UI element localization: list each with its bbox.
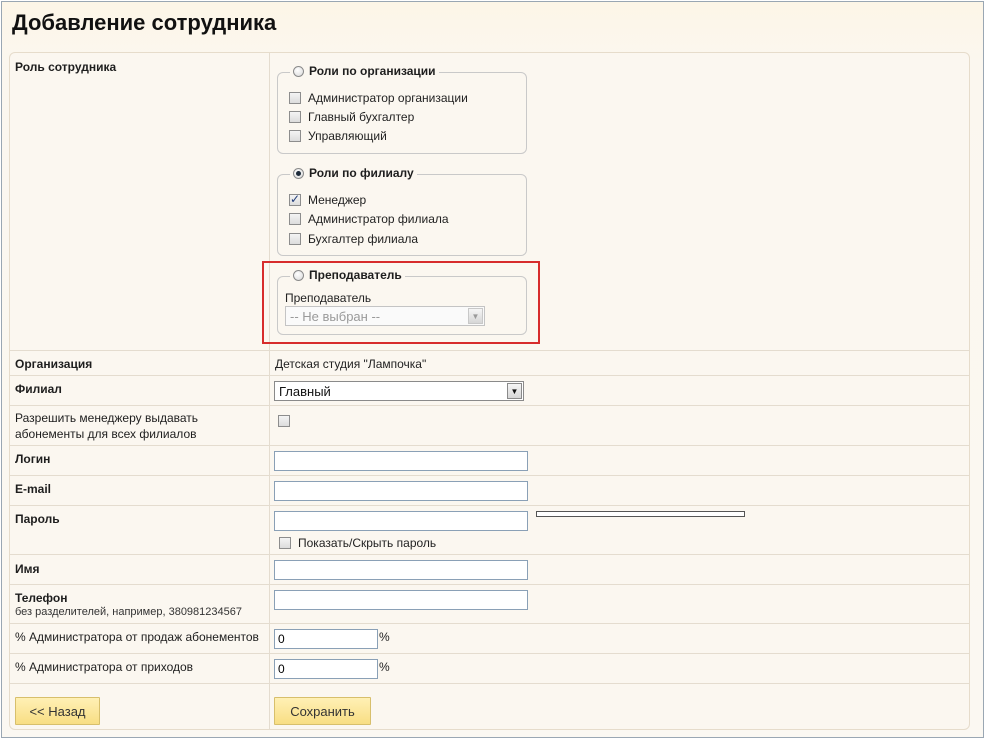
save-button[interactable]: Сохранить [274, 697, 371, 725]
row-divider [10, 505, 969, 506]
email-label: E-mail [15, 482, 52, 496]
role-checkbox-chief-accountant[interactable] [289, 110, 414, 124]
password-label: Пароль [15, 512, 60, 526]
checkbox-label: Бухгалтер филиала [308, 232, 419, 246]
row-divider [10, 375, 969, 376]
row-divider [10, 683, 969, 684]
role-checkbox-manager[interactable] [289, 193, 366, 207]
row-divider [10, 350, 969, 351]
allow-manager-label-line2: абонементы для всех филиалов [15, 427, 197, 441]
checkbox[interactable] [289, 213, 301, 225]
checkbox[interactable] [289, 130, 301, 142]
chevron-down-icon: ▼ [468, 308, 483, 324]
login-input[interactable] [274, 451, 528, 471]
row-divider [10, 445, 969, 446]
role-checkbox-org-admin[interactable] [289, 91, 468, 105]
branch-label: Филиал [15, 382, 62, 396]
show-password-label: Показать/Скрыть пароль [298, 536, 437, 550]
email-input[interactable] [274, 481, 528, 501]
checkbox[interactable] [289, 194, 301, 206]
row-divider [10, 475, 969, 476]
checkbox-label: Администратор организации [308, 91, 468, 105]
org-roles-group [277, 64, 527, 154]
org-roles-radio[interactable] [293, 66, 304, 77]
checkbox-label: Менеджер [308, 193, 367, 207]
role-checkbox-branch-accountant[interactable] [289, 232, 418, 246]
checkbox-label: Администратор филиала [308, 212, 449, 226]
role-checkbox-branch-admin[interactable] [289, 212, 449, 226]
role-label: Роль сотрудника [15, 60, 117, 74]
phone-input[interactable] [274, 590, 528, 610]
checkbox[interactable] [289, 111, 301, 123]
row-divider [10, 554, 969, 555]
name-input[interactable] [274, 560, 528, 580]
row-divider [10, 584, 969, 585]
admin-income-pct-label: % Администратора от приходов [15, 660, 194, 674]
teacher-select-value: -- Не выбран -- [290, 308, 381, 324]
teacher-select-label: Преподаватель [285, 291, 372, 305]
role-checkbox-manager-org[interactable] [289, 129, 387, 143]
row-divider [10, 405, 969, 406]
admin-income-pct-input[interactable] [274, 659, 378, 679]
allow-manager-checkbox[interactable] [278, 415, 290, 427]
checkbox[interactable] [289, 92, 301, 104]
row-divider [10, 653, 969, 654]
checkbox-label: Управляющий [308, 129, 387, 143]
row-divider [10, 623, 969, 624]
back-button[interactable]: << Назад [15, 697, 100, 725]
branch-roles-legend[interactable] [290, 166, 417, 180]
show-password-toggle[interactable] [279, 536, 436, 550]
name-label: Имя [15, 562, 40, 576]
chevron-down-icon: ▼ [507, 383, 522, 399]
org-roles-legend-text: Роли по организации [309, 64, 436, 78]
highlight-box [262, 261, 540, 344]
teacher-role-legend-text: Преподаватель [309, 268, 402, 282]
admin-sales-pct-input[interactable] [274, 629, 378, 649]
branch-roles-legend-text: Роли по филиалу [309, 166, 414, 180]
org-roles-legend[interactable] [290, 64, 439, 78]
phone-hint: без разделителей, например, 380981234567 [15, 606, 242, 618]
branch-select[interactable] [274, 381, 524, 401]
branch-roles-group [277, 166, 527, 256]
checkbox-label: Главный бухгалтер [308, 110, 415, 124]
login-label: Логин [15, 452, 51, 466]
password-strength-meter [536, 511, 745, 517]
page-title: Добавление сотрудника [12, 10, 277, 35]
admin-income-pct-unit: % [379, 660, 390, 674]
checkbox[interactable] [289, 233, 301, 245]
organization-value: Детская студия "Лампочка" [275, 357, 427, 371]
allow-manager-label-line1: Разрешить менеджеру выдавать [15, 411, 199, 425]
checkbox[interactable] [279, 537, 291, 549]
organization-label: Организация [15, 357, 93, 371]
admin-sales-pct-unit: % [379, 630, 390, 644]
branch-roles-radio[interactable] [293, 168, 304, 179]
column-divider [269, 53, 270, 730]
admin-sales-pct-label: % Администратора от продаж абонементов [15, 630, 259, 644]
phone-label: Телефон [15, 591, 68, 605]
password-input[interactable] [274, 511, 528, 531]
branch-select-value: Главный [279, 383, 331, 399]
